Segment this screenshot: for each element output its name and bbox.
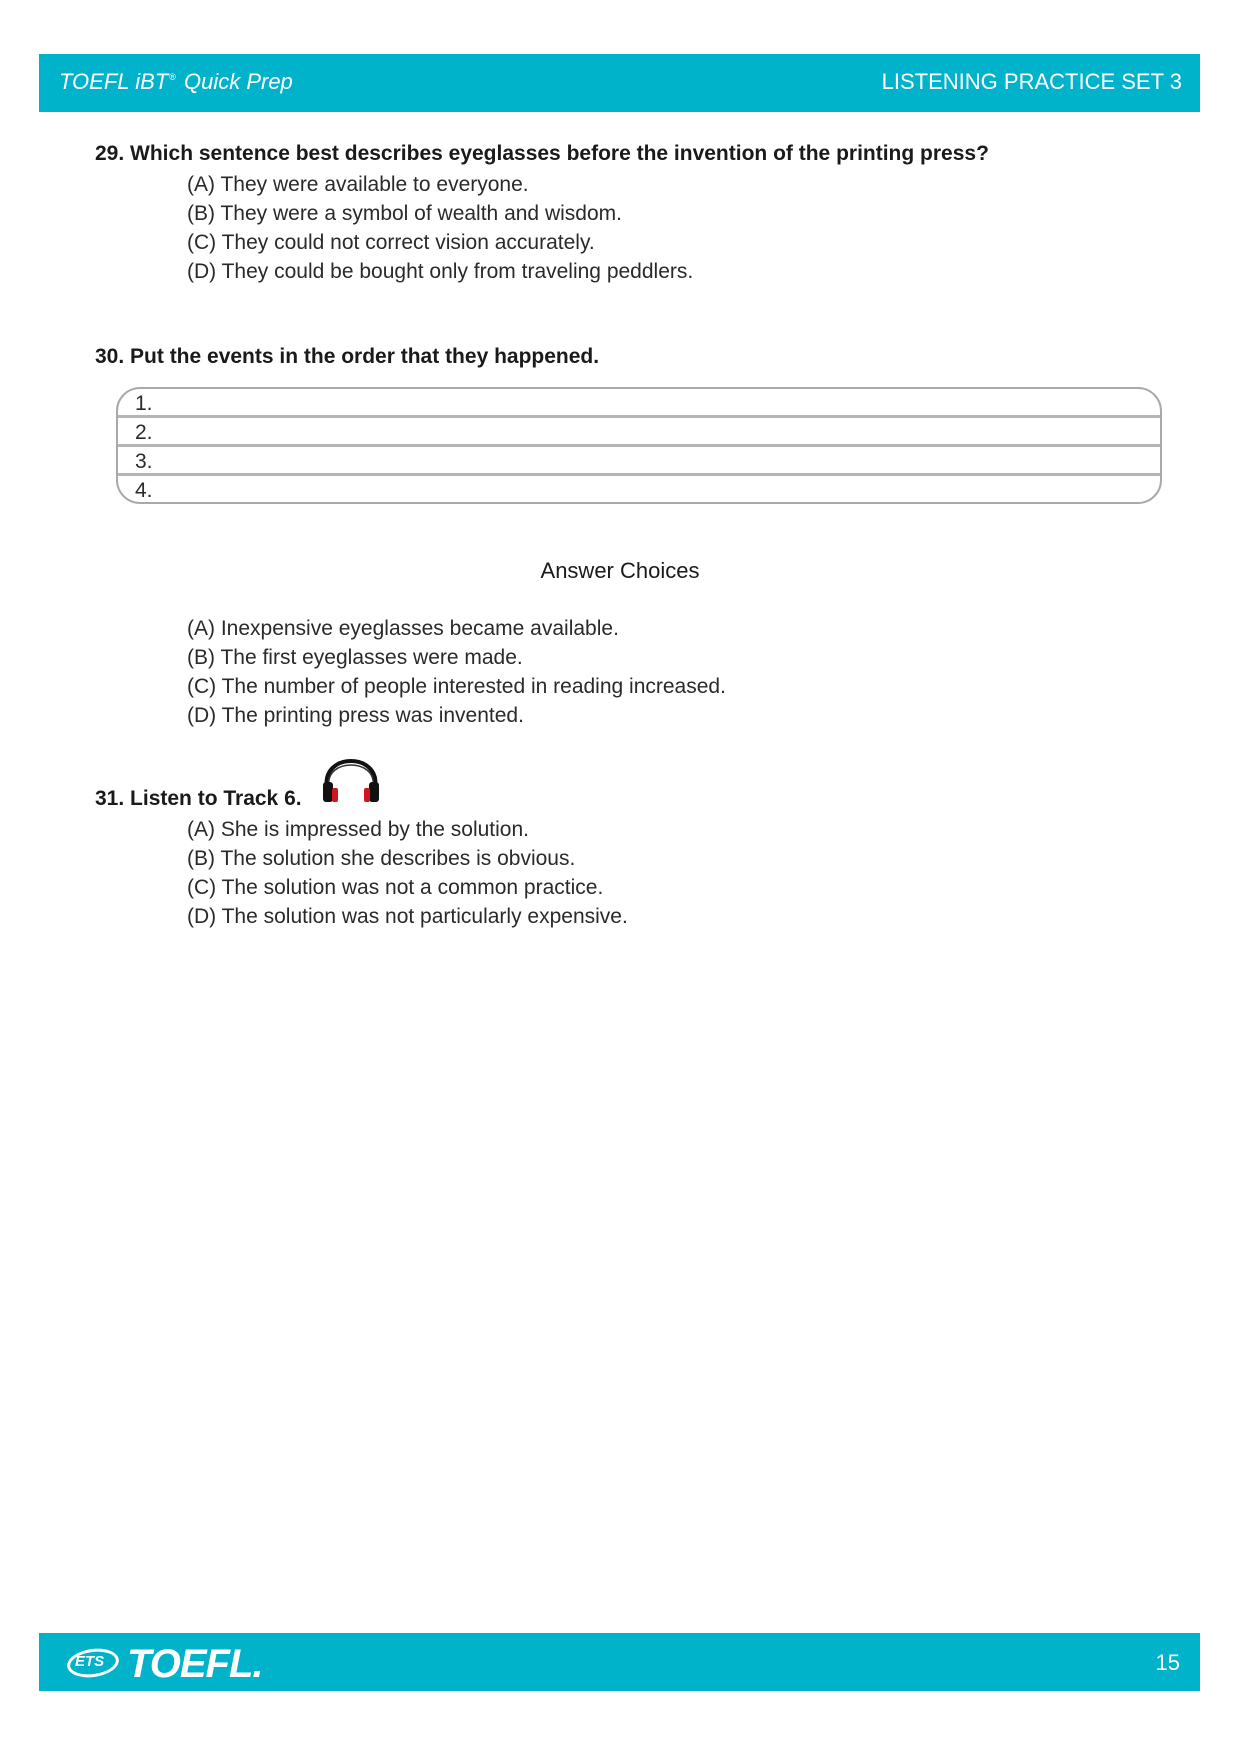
toefl-logo-text: TOEFL.	[127, 1642, 263, 1686]
option-a[interactable]: (A) They were available to everyone.	[187, 173, 529, 196]
option-a[interactable]: (A) She is impressed by the solution.	[187, 818, 529, 841]
ets-logo-text: ETS	[75, 1653, 105, 1670]
option-c[interactable]: (C) They could not correct vision accurately.	[187, 231, 595, 254]
headphones-icon[interactable]	[319, 742, 383, 808]
question-29-options	[187, 170, 693, 286]
question-30-prompt: 30. Put the events in the order that they happened.	[95, 345, 600, 368]
brand-name: TOEFL iBT	[59, 69, 169, 94]
section-title: LISTENING PRACTICE SET 3	[881, 69, 1182, 94]
answer-choice-d[interactable]: (D) The printing press was invented.	[187, 704, 524, 727]
order-slot-4[interactable]: 4.	[135, 479, 153, 502]
option-c[interactable]: (C) The solution was not a common practice.	[187, 876, 604, 899]
order-slot-1[interactable]: 1.	[118, 389, 1160, 418]
option-d[interactable]: (D) The solution was not particularly expensive.	[187, 905, 628, 928]
order-slot-3[interactable]: 3.	[118, 447, 1160, 476]
brand-suffix: Quick Prep	[177, 69, 293, 94]
answer-choice-b[interactable]: (B) The first eyeglasses were made.	[187, 646, 523, 669]
answer-choice-a[interactable]: (A) Inexpensive eyeglasses became available.	[187, 617, 619, 640]
option-d[interactable]: (D) They could be bought only from traveling peddlers.	[187, 260, 694, 283]
option-b[interactable]: (B) The solution she describes is obvious.	[187, 847, 576, 870]
order-answer-box	[116, 387, 1162, 504]
header-bar	[39, 54, 1200, 112]
question-29-prompt: 29. Which sentence best describes eyeglasses before the invention of the printing press?	[95, 142, 989, 165]
question-31-options	[187, 815, 628, 931]
page-number: 15	[1155, 1650, 1180, 1675]
registered-mark: ®	[169, 72, 176, 82]
answer-choices-heading: Answer Choices	[540, 558, 700, 583]
option-b[interactable]: (B) They were a symbol of wealth and wisdom.	[187, 202, 622, 225]
footer-bar	[39, 1633, 1200, 1691]
order-slot-2[interactable]: 2.	[118, 418, 1160, 447]
answer-choice-c[interactable]: (C) The number of people interested in reading increased.	[187, 675, 726, 698]
question-30-options	[187, 614, 726, 730]
header-brand	[59, 69, 293, 95]
question-31-prompt: 31. Listen to Track 6.	[95, 787, 302, 810]
